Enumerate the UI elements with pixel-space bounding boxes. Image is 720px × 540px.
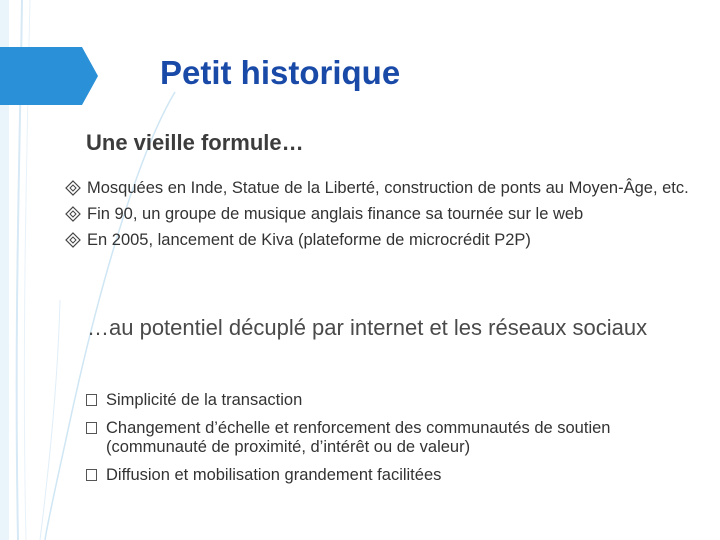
title-banner-arrow bbox=[0, 47, 98, 105]
bullet-text: Fin 90, un groupe de musique anglais finance sa tournée sur le web bbox=[87, 205, 584, 223]
primary-bullet-list bbox=[63, 179, 703, 257]
section-heading: …au potentiel décuplé par internet et les réseaux sociaux bbox=[87, 315, 648, 340]
list-item bbox=[63, 205, 703, 224]
checkbox-bullet-icon bbox=[86, 394, 97, 406]
slide-subtitle: Une vieille formule… bbox=[86, 130, 304, 155]
secondary-bullet-list bbox=[86, 391, 706, 494]
checkbox-bullet-icon bbox=[86, 422, 97, 434]
bullet-text: Mosquées en Inde, Statue de la Liberté, construction de ponts au Moyen-Âge, etc. bbox=[87, 179, 689, 197]
slide-title: Petit historique bbox=[160, 54, 401, 91]
bullet-text: Diffusion et mobilisation grandement facilitées bbox=[106, 466, 442, 484]
list-item bbox=[86, 419, 706, 457]
list-item bbox=[63, 231, 703, 250]
diamond-bullet-icon bbox=[65, 180, 81, 196]
diamond-bullet-icon bbox=[65, 206, 81, 222]
list-item bbox=[63, 179, 703, 198]
checkbox-bullet-icon bbox=[86, 469, 97, 481]
bullet-text: Simplicité de la transaction bbox=[106, 391, 303, 409]
bullet-text: Changement d’échelle et renforcement des communautés de soutien (communauté de proximité, d’intérêt ou de valeur) bbox=[106, 419, 611, 456]
list-item bbox=[86, 466, 706, 485]
bullet-text: En 2005, lancement de Kiva (plateforme de microcrédit P2P) bbox=[87, 231, 531, 249]
list-item bbox=[86, 391, 706, 410]
diamond-bullet-icon bbox=[65, 232, 81, 248]
